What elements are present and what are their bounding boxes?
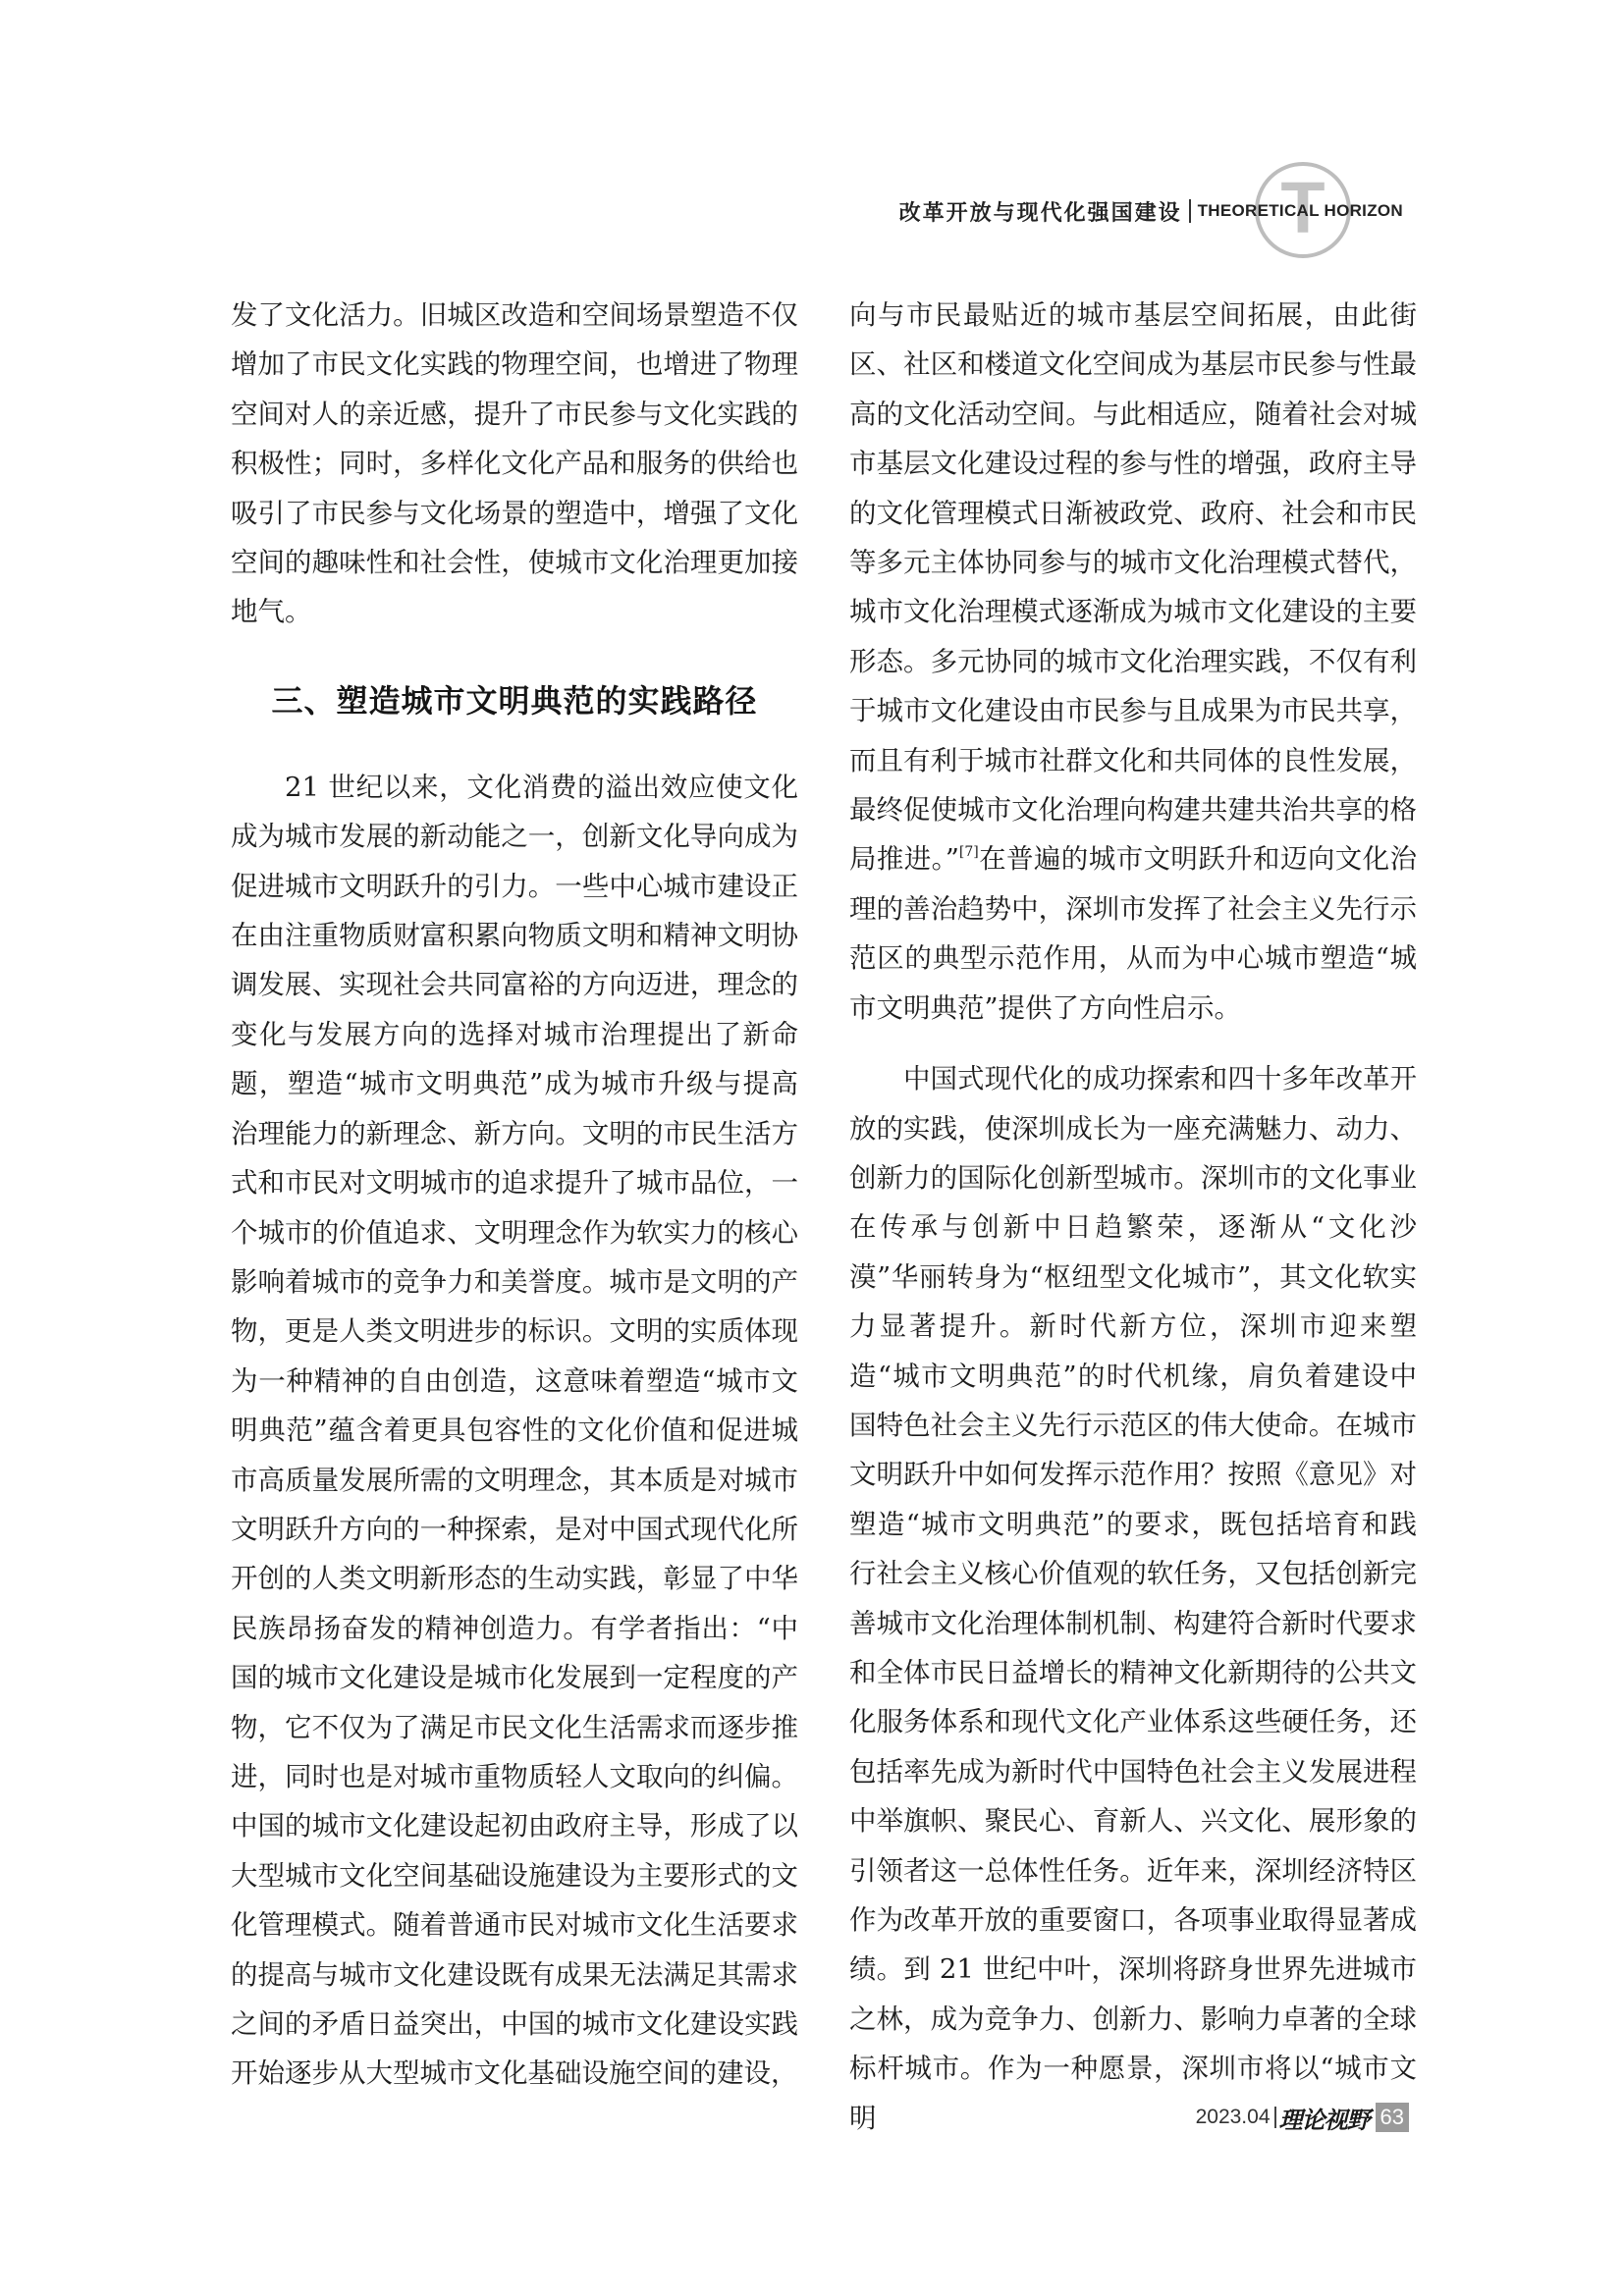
citation-marker: [7]	[958, 844, 979, 861]
header-divider	[1189, 199, 1191, 223]
journal-name: 理论视野	[1278, 2105, 1370, 2134]
page-footer	[1196, 2101, 1409, 2134]
paragraph-gap	[849, 1033, 1417, 1054]
logo-letter: T	[1280, 167, 1325, 248]
column-name: THEORETICAL HORIZON	[1197, 201, 1403, 220]
paragraph	[849, 291, 1417, 1033]
right-column	[849, 291, 1417, 2143]
running-header	[899, 194, 1403, 228]
paragraph: 21 世纪以来，文化消费的溢出效应使文化成为城市发展的新动能之一，创新文化导向成为促进城市文明跃升的引力。一些中心城市建设正在由注重物质财富积累向物质文明和精神文明协调发展、实现社会共同富裕的方向迈进，理念的变化与发展方向的选择对城市治理提出了新命题，塑造“城市文明典范”成为城市升级与提高治理能力的新理念、新方向。文明的市民生活方式和市民对文明城市的追求提升了城市品位，一个城市的价值追求、文明理念作为软实力的核心影响着城市的竞争力和美誉度。城市是文明的产物，更是人类文明进步的标识。文明的实质体现为一种精神的自由创造，这意味着塑造“城市文明典范”蕴含着更具包容性的文化价值和促进城市高质量发展所需的文明理念，其本质是对城市文明跃升方向的一种探索，是对中国式现代化所开创的人类文明新形态的生动实践，彰显了中华民族昂扬奋发的精神创造力。有学者指出：“中国的城市文化建设是城市化发展到一定程度的产物，它不仅为了满足市民文化生活需求而逐步推进，同时也是对城市重物质轻人文取向的纠偏。中国的城市文化建设起初由政府主导，形成了以大型城市文化空间基础设施建设为主要形式的文化管理模式。随着普通市民对城市文化生活要求的提高与城市文化建设既有成果无法满足其需求之间的矛盾日益突出，中国的城市文化建设实践开始逐步从大型城市文化基础设施空间的建设，	[231, 771, 798, 2090]
paragraph-text: 向与市民最贴近的城市基层空间拓展，由此街区、社区和楼道文化空间成为基层市民参与性最高的文化活动空间。与此相适应，随着社会对城市基层文化建设过程的参与性的增强，政府主导的文化管理模式日渐被政党、政府、社会和市民等多元主体协同参与的城市文化治理模式替代，城市文化治理模式逐渐成为城市文化建设的主要形态。多元协同的城市文化治理实践，不仅有利于城市文化建设由市民参与且成果为市民共享，而且有利于城市社群文化和共同体的良性发展，最终促使城市文化治理向构建共建共治共享的格局推进。”	[849, 299, 1417, 876]
paragraph: 中国式现代化的成功探索和四十多年改革开放的实践，使深圳成长为一座充满魅力、动力、创新力的国际化创新型城市。深圳市的文化事业在传承与创新中日趋繁荣，逐渐从“文化沙漠”华丽转身为“枢纽型文化城市”，其文化软实力显著提升。新时代新方位，深圳市迎来塑造“城市文明典范”的时代机缘，肩负着建设中国特色社会主义先行示范区的伟大使命。在城市文明跃升中如何发挥示范作用？按照《意见》对塑造“城市文明典范”的要求，既包括培育和践行社会主义核心价值观的软任务，又包括创新完善城市文化治理体制机制、构建符合新时代要求和全体市民日益增长的精神文化新期待的公共文化服务体系和现代文化产业体系这些硬任务，还包括率先成为新时代中国特色社会主义发展进程中举旗帜、聚民心、育新人、兴文化、展形象的引领者这一总体性任务。近年来，深圳经济特区作为改革开放的重要窗口，各项事业取得显著成绩。到 21 世纪中叶，深圳将跻身世界先进城市之林，成为竞争力、创新力、影响力卓著的全球标杆城市。作为一种愿景，深圳市将以“城市文明	[849, 1063, 1417, 2134]
paragraph: 发了文化活力。旧城区改造和空间场景塑造不仅增加了市民文化实践的物理空间，也增进了物理空间对人的亲近感，提升了市民参与文化实践的积极性；同时，多样化文化产品和服务的供给也吸引了市民参与文化场景的塑造中，增强了文化空间的趣味性和社会性，使城市文化治理更加接地气。	[231, 299, 798, 628]
issue-number: 2023.04	[1195, 2106, 1271, 2128]
footer-divider	[1274, 2107, 1276, 2128]
paragraph-text: 在普遍的城市文明跃升和迈向文化治理的善治趋势中，深圳市发挥了社会主义先行示范区的典型示范作用，从而为中心城市塑造“城市文明典范”提供了方向性启示。	[849, 843, 1418, 1024]
section-title: 改革开放与现代化强国建设	[898, 200, 1182, 226]
left-column	[231, 291, 798, 2099]
section-heading: 三、塑造城市文明典范的实践路径	[271, 681, 758, 720]
page-number: 63	[1376, 2103, 1409, 2132]
